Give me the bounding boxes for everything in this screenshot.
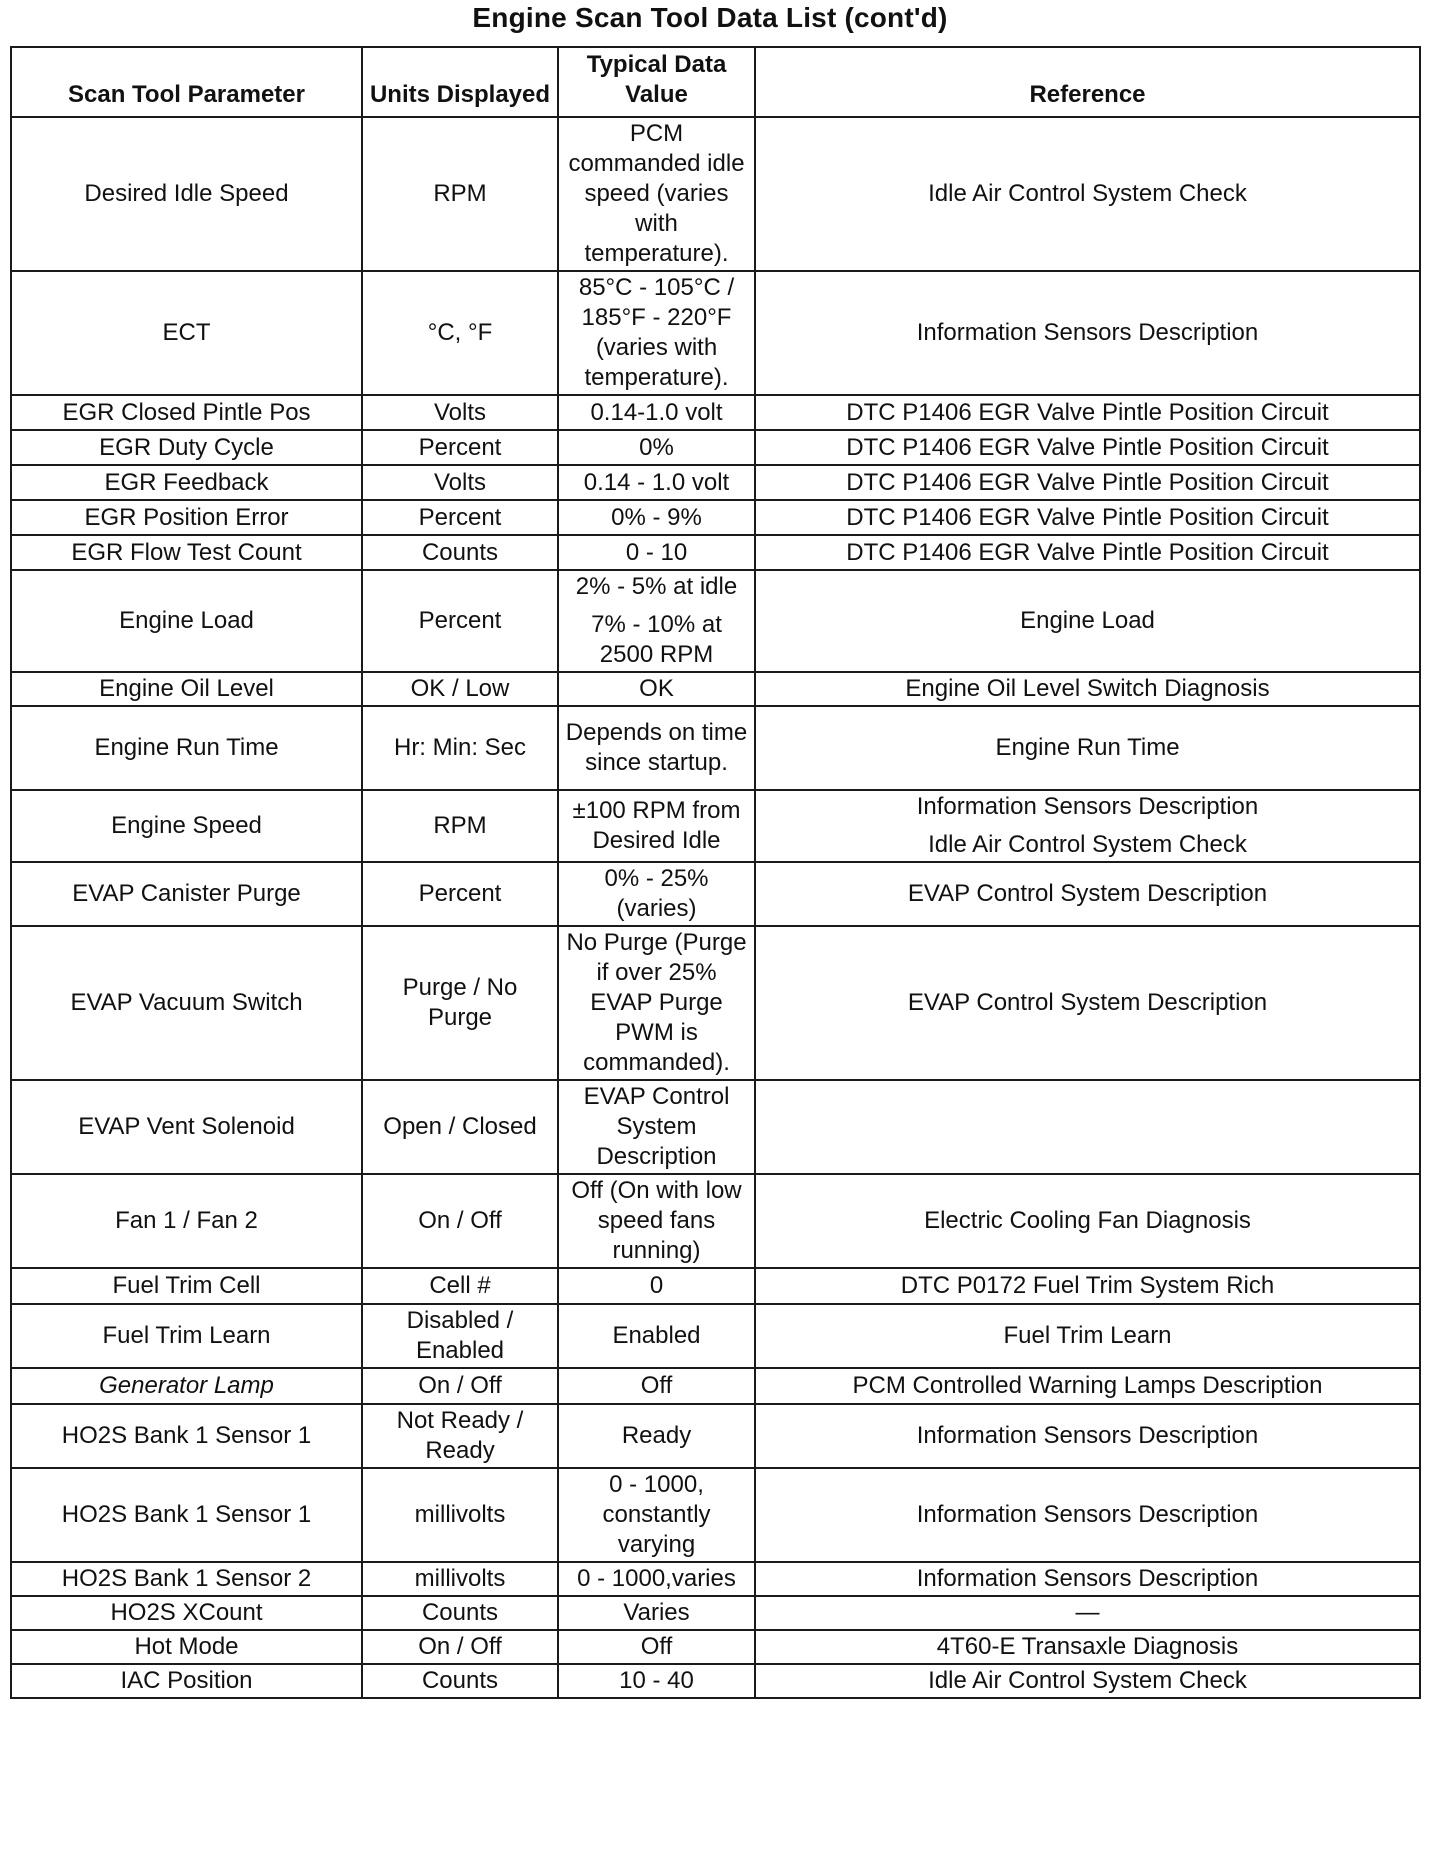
table-row <box>11 117 1420 271</box>
reference-line: Information Sensors Description <box>916 1422 1259 1449</box>
cell-value: 0 - 10 <box>558 535 755 570</box>
cell-value: 10 - 40 <box>558 1664 755 1698</box>
cell-units: Open / Closed <box>362 1080 558 1174</box>
cell-reference <box>755 1268 1420 1304</box>
cell-reference <box>755 926 1420 1080</box>
cell-parameter: Engine Load <box>11 570 362 672</box>
reference-line: DTC P1406 EGR Valve Pintle Position Circuit <box>846 503 1329 531</box>
header-reference: Reference <box>755 47 1420 117</box>
reference-line: DTC P1406 EGR Valve Pintle Position Circuit <box>846 538 1329 566</box>
cell-units: Not Ready / Ready <box>362 1404 558 1468</box>
cell-reference <box>755 672 1420 706</box>
cell-value: Depends on time since startup. <box>558 706 755 790</box>
table-row <box>11 430 1420 465</box>
reference-line: Idle Air Control System Check <box>928 831 1247 858</box>
cell-reference <box>755 1596 1420 1630</box>
table-row <box>11 570 1420 672</box>
cell-value: 0 <box>558 1268 755 1304</box>
cell-parameter: EGR Duty Cycle <box>11 430 362 465</box>
cell-units: Hr: Min: Sec <box>362 706 558 790</box>
cell-parameter: EGR Flow Test Count <box>11 535 362 570</box>
cell-units: °C, °F <box>362 271 558 395</box>
reference-line: — <box>1075 1599 1100 1626</box>
table-row <box>11 706 1420 790</box>
table-row <box>11 1630 1420 1664</box>
cell-reference <box>755 1304 1420 1368</box>
cell-units: millivolts <box>362 1562 558 1596</box>
header-parameter: Scan Tool Parameter <box>11 47 362 117</box>
cell-reference <box>755 500 1420 535</box>
reference-line: Fuel Trim Learn <box>1003 1322 1172 1349</box>
table-row <box>11 1596 1420 1630</box>
reference-line: Information Sensors Description <box>916 319 1259 346</box>
cell-parameter: Engine Speed <box>11 790 362 862</box>
table-row <box>11 862 1420 926</box>
cell-value: ±100 RPM from Desired Idle <box>558 790 755 862</box>
reference-line: Information Sensors Description <box>916 793 1259 820</box>
cell-units: On / Off <box>362 1630 558 1664</box>
reference-line: DTC P0172 Fuel Trim System Rich <box>900 1272 1275 1299</box>
cell-reference <box>755 1468 1420 1562</box>
cell-reference <box>755 862 1420 926</box>
cell-parameter: IAC Position <box>11 1664 362 1698</box>
cell-reference <box>755 535 1420 570</box>
cell-units: Volts <box>362 465 558 500</box>
cell-value-line: 2% - 5% at idle <box>575 573 738 600</box>
reference-line: Electric Cooling Fan Diagnosis <box>924 1207 1251 1234</box>
cell-parameter: EVAP Canister Purge <box>11 862 362 926</box>
reference-line: Idle Air Control System Check <box>928 180 1247 207</box>
reference-line: DTC P1406 EGR Valve Pintle Position Circuit <box>846 398 1329 426</box>
cell-reference <box>755 430 1420 465</box>
reference-line: Engine Load <box>1020 607 1155 634</box>
header-units: Units Displayed <box>362 47 558 117</box>
cell-reference <box>755 1562 1420 1596</box>
reference-line: Engine Oil Level Switch Diagnosis <box>905 675 1270 702</box>
table-row <box>11 1562 1420 1596</box>
cell-value: 0 - 1000, constantly varying <box>558 1468 755 1562</box>
cell-parameter: EGR Feedback <box>11 465 362 500</box>
table-row <box>11 672 1420 706</box>
scan-tool-data-table <box>10 46 1421 1699</box>
cell-value: 0 - 1000,varies <box>558 1562 755 1596</box>
cell-units: Counts <box>362 1664 558 1698</box>
reference-line: Engine Run Time <box>995 734 1180 761</box>
cell-reference <box>755 1630 1420 1664</box>
cell-reference <box>755 570 1420 672</box>
cell-value: Enabled <box>558 1304 755 1368</box>
cell-reference <box>755 395 1420 430</box>
cell-reference <box>755 1664 1420 1698</box>
cell-value: No Purge (Purge if over 25% EVAP Purge PWM is commanded). <box>558 926 755 1080</box>
cell-units: Percent <box>362 570 558 672</box>
cell-reference <box>755 271 1420 395</box>
cell-units: millivolts <box>362 1468 558 1562</box>
cell-value: EVAP Control System Description <box>558 1080 755 1174</box>
cell-value: Off (On with low speed fans running) <box>558 1174 755 1268</box>
cell-parameter: Engine Oil Level <box>11 672 362 706</box>
cell-parameter: Hot Mode <box>11 1630 362 1664</box>
cell-value: Off <box>558 1630 755 1664</box>
cell-parameter: Desired Idle Speed <box>11 117 362 271</box>
cell-value: Varies <box>558 1596 755 1630</box>
cell-units: Counts <box>362 1596 558 1630</box>
cell-parameter: HO2S Bank 1 Sensor 1 <box>11 1468 362 1562</box>
table-row <box>11 500 1420 535</box>
cell-units: Percent <box>362 430 558 465</box>
table-row <box>11 1304 1420 1368</box>
cell-parameter: ECT <box>11 271 362 395</box>
cell-value-line: 7% - 10% at 2500 RPM <box>591 611 722 668</box>
cell-parameter: EVAP Vent Solenoid <box>11 1080 362 1174</box>
reference-line: EVAP Control System Description <box>907 880 1268 907</box>
table-row <box>11 1664 1420 1698</box>
cell-units: Disabled / Enabled <box>362 1304 558 1368</box>
cell-units: RPM <box>362 790 558 862</box>
reference-line: PCM Controlled Warning Lamps Description <box>852 1372 1323 1399</box>
reference-line: Idle Air Control System Check <box>928 1667 1247 1694</box>
cell-parameter: Generator Lamp <box>11 1368 362 1404</box>
cell-value: 85°C - 105°C / 185°F - 220°F (varies with temperature). <box>558 271 755 395</box>
cell-reference <box>755 1404 1420 1468</box>
cell-units: Cell # <box>362 1268 558 1304</box>
header-value: Typical Data Value <box>558 47 755 117</box>
cell-units: On / Off <box>362 1174 558 1268</box>
cell-value: 0.14 - 1.0 volt <box>558 465 755 500</box>
cell-reference <box>755 1080 1420 1174</box>
reference-line: Information Sensors Description <box>916 1501 1259 1528</box>
cell-value: 0% - 25% (varies) <box>558 862 755 926</box>
cell-parameter: HO2S XCount <box>11 1596 362 1630</box>
cell-reference <box>755 1174 1420 1268</box>
table-row <box>11 1468 1420 1562</box>
reference-line: EVAP Control System Description <box>907 989 1268 1016</box>
cell-units: Counts <box>362 535 558 570</box>
cell-parameter: EGR Position Error <box>11 500 362 535</box>
cell-reference <box>755 706 1420 790</box>
cell-units: Percent <box>362 862 558 926</box>
cell-parameter: HO2S Bank 1 Sensor 2 <box>11 1562 362 1596</box>
reference-line: 4T60-E Transaxle Diagnosis <box>936 1633 1239 1660</box>
cell-parameter: Engine Run Time <box>11 706 362 790</box>
table-row <box>11 535 1420 570</box>
cell-parameter: HO2S Bank 1 Sensor 1 <box>11 1404 362 1468</box>
table-row <box>11 395 1420 430</box>
cell-units: Volts <box>362 395 558 430</box>
reference-line: Information Sensors Description <box>916 1565 1259 1592</box>
reference-line: DTC P1406 EGR Valve Pintle Position Circuit <box>846 433 1329 461</box>
table-row <box>11 465 1420 500</box>
cell-value <box>558 570 755 672</box>
cell-reference <box>755 1368 1420 1404</box>
cell-parameter: Fuel Trim Cell <box>11 1268 362 1304</box>
cell-parameter: Fuel Trim Learn <box>11 1304 362 1368</box>
table-row <box>11 271 1420 395</box>
cell-units: Percent <box>362 500 558 535</box>
cell-parameter: Fan 1 / Fan 2 <box>11 1174 362 1268</box>
cell-units: On / Off <box>362 1368 558 1404</box>
table-row <box>11 926 1420 1080</box>
cell-reference <box>755 790 1420 862</box>
cell-reference <box>755 465 1420 500</box>
cell-value: 0% <box>558 430 755 465</box>
cell-value: Off <box>558 1368 755 1404</box>
cell-value: 0.14-1.0 volt <box>558 395 755 430</box>
table-row <box>11 1404 1420 1468</box>
cell-units: RPM <box>362 117 558 271</box>
cell-value: 0% - 9% <box>558 500 755 535</box>
table-row <box>11 1368 1420 1404</box>
reference-line: DTC P1406 EGR Valve Pintle Position Circuit <box>846 468 1329 496</box>
cell-units: Purge / No Purge <box>362 926 558 1080</box>
table-row <box>11 790 1420 862</box>
cell-value: PCM commanded idle speed (varies with temperature). <box>558 117 755 271</box>
page-title: Engine Scan Tool Data List (cont'd) <box>472 2 948 33</box>
cell-units: OK / Low <box>362 672 558 706</box>
table-row <box>11 1174 1420 1268</box>
cell-parameter: EVAP Vacuum Switch <box>11 926 362 1080</box>
table-row <box>11 1080 1420 1174</box>
table-header-row <box>11 47 1420 117</box>
cell-value: OK <box>558 672 755 706</box>
cell-parameter: EGR Closed Pintle Pos <box>11 395 362 430</box>
cell-value: Ready <box>558 1404 755 1468</box>
table-row <box>11 1268 1420 1304</box>
cell-reference <box>755 117 1420 271</box>
